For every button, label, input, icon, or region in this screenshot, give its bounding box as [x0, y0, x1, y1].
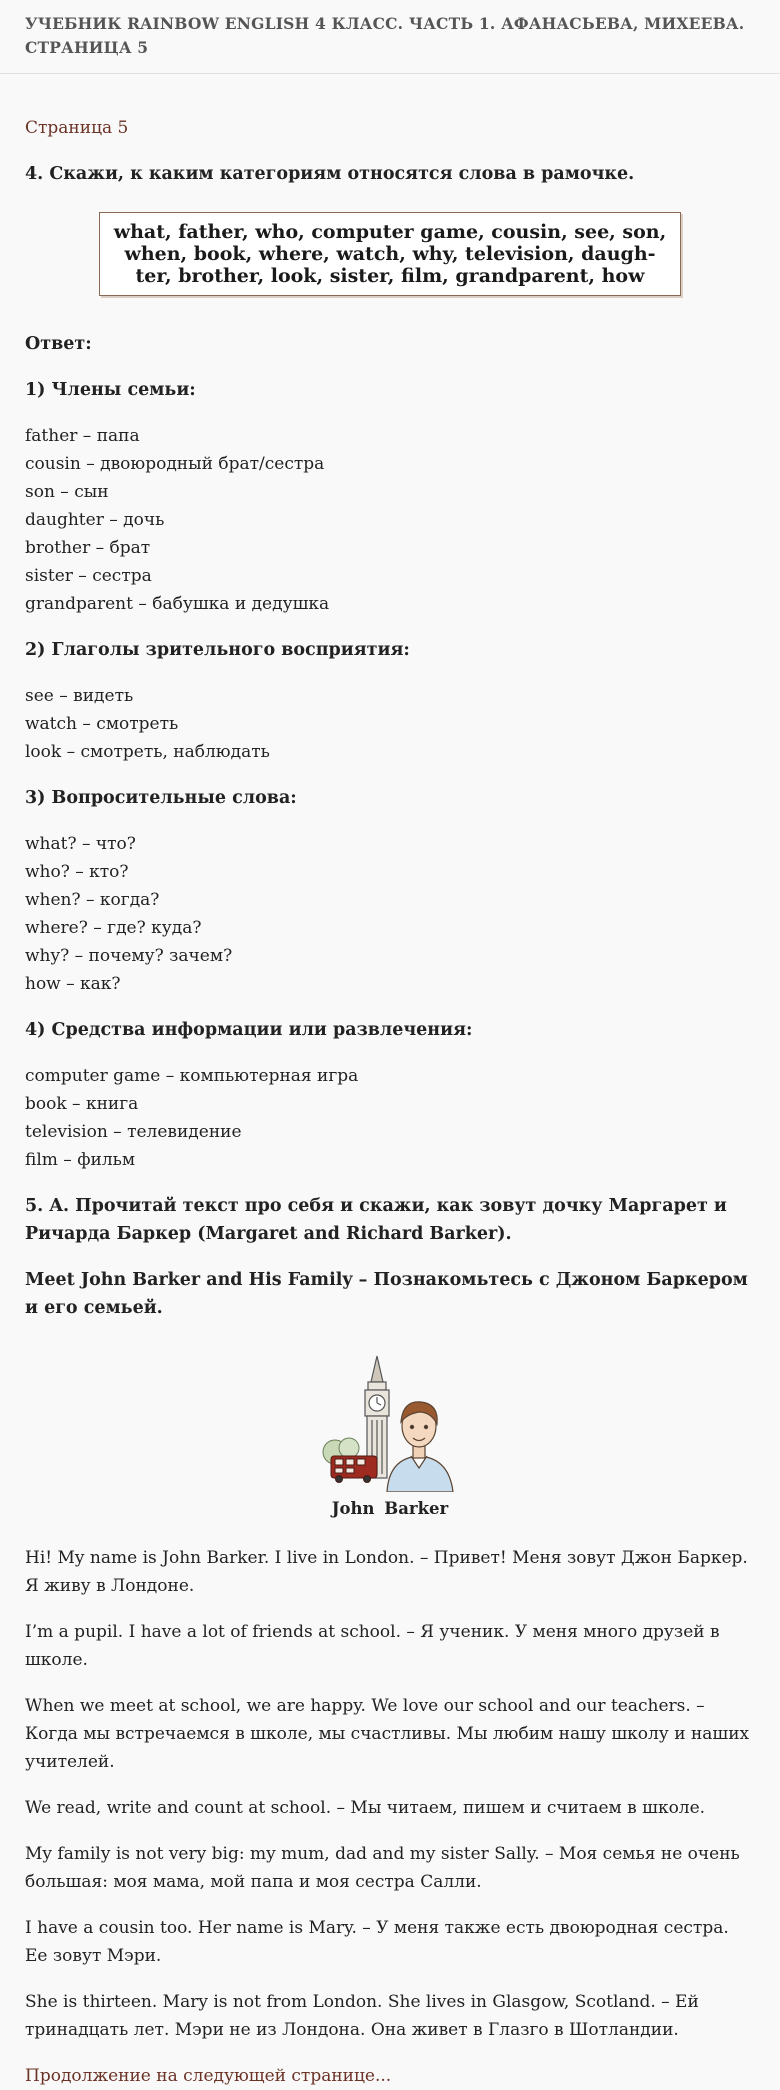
category-list — [25, 830, 755, 998]
word-box-line-3: ter, brother, look, sister, film, grandparent, how — [135, 265, 645, 287]
list-item: grandparent – бабушка и дедушка — [25, 594, 330, 614]
task-4-title: 4. Скажи, к каким категориям относятся слова в рамочке. — [25, 164, 635, 184]
article-content — [0, 74, 780, 2090]
category-list — [25, 422, 755, 618]
list-item: what? – что? — [25, 834, 136, 854]
page-5-link[interactable]: Страница 5 — [25, 118, 129, 138]
list-item: film – фильм — [25, 1150, 136, 1170]
category-question-words — [25, 784, 755, 998]
category-list — [25, 682, 755, 766]
list-item: sister – сестра — [25, 566, 152, 586]
list-item: when? – когда? — [25, 890, 160, 910]
next-page-link[interactable]: Продолжение на следующей странице... — [25, 2066, 392, 2086]
text-paragraph: When we meet at school, we are happy. We love our school and our teachers. – Когда мы встречаемся в школе, мы счастливы. Мы любим нашу школу и наших учителей. — [25, 1696, 750, 1772]
text-paragraph: Hi! My name is John Barker. I live in London. – Привет! Меня зовут Джон Баркер. Я живу в Лондоне. — [25, 1548, 748, 1596]
category-title: 3) Вопросительные слова: — [25, 788, 297, 808]
word-box-line-1: what, father, who, computer game, cousin, see, son, — [113, 221, 667, 243]
category-title: 1) Члены семьи: — [25, 380, 196, 400]
list-item: who? – кто? — [25, 862, 129, 882]
text-paragraph: We read, write and count at school. – Мы читаем, пишем и считаем в школе. — [25, 1798, 706, 1818]
category-vision-verbs — [25, 636, 755, 766]
list-item: television – телевидение — [25, 1122, 242, 1142]
page-title: УЧЕБНИК RAINBOW ENGLISH 4 КЛАСС. ЧАСТЬ 1. АФАНАСЬЕВА, МИХЕЕВА. СТРАНИЦА 5 — [25, 14, 745, 57]
category-title: 4) Средства информации или развлечения: — [25, 1020, 473, 1040]
page-header — [0, 0, 780, 74]
list-item: watch – смотреть — [25, 714, 179, 734]
category-title: 2) Глаголы зрительного восприятия: — [25, 640, 410, 660]
john-barker-figure — [25, 1352, 755, 1520]
list-item: daughter – дочь — [25, 510, 165, 530]
list-item: why? – почему? зачем? — [25, 946, 233, 966]
big-ben-and-boy-illustration — [315, 1352, 465, 1492]
list-item: where? – где? куда? — [25, 918, 202, 938]
word-box-wrapper — [25, 212, 755, 296]
text-paragraph: She is thirteen. Mary is not from London. She lives in Glasgow, Scotland. – Ей тринадцать лет. Мэри не из Лондона. Она живет в Глазго в Шотландии. — [25, 1992, 699, 2040]
list-item: father – папа — [25, 426, 140, 446]
category-media — [25, 1016, 755, 1174]
list-item: computer game – компьютерная игра — [25, 1066, 359, 1086]
list-item: how – как? — [25, 974, 121, 994]
list-item: look – смотреть, наблюдать — [25, 742, 270, 762]
text-paragraph: I have a cousin too. Her name is Mary. – У меня также есть двоюродная сестра. Ее зовут Мэри. — [25, 1918, 729, 1966]
list-item: book – книга — [25, 1094, 139, 1114]
task-5-title: 5. A. Прочитай текст про себя и скажи, как зовут дочку Маргарет и Ричарда Баркер (Margaret and Richard Barker). — [25, 1196, 727, 1244]
text-paragraph: My family is not very big: my mum, dad and my sister Sally. – Моя семья не очень большая: моя мама, мой папа и моя сестра Салли. — [25, 1844, 740, 1892]
list-item: see – видеть — [25, 686, 134, 706]
task-5-subtitle: Meet John Barker and His Family – Познакомьтесь с Джоном Баркером и его семьей. — [25, 1270, 748, 1318]
illustration-caption: John Barker — [331, 1499, 449, 1518]
list-item: son – сын — [25, 482, 109, 502]
text-paragraph: I’m a pupil. I have a lot of friends at school. – Я ученик. У меня много друзей в школе. — [25, 1622, 720, 1670]
category-family — [25, 376, 755, 618]
word-box-line-2: when, book, where, watch, why, television, daugh- — [124, 243, 656, 265]
category-list — [25, 1062, 755, 1174]
list-item: cousin – двоюродный брат/сестра — [25, 454, 325, 474]
list-item: brother – брат — [25, 538, 151, 558]
word-box — [99, 212, 681, 296]
answer-label: Ответ: — [25, 334, 92, 354]
